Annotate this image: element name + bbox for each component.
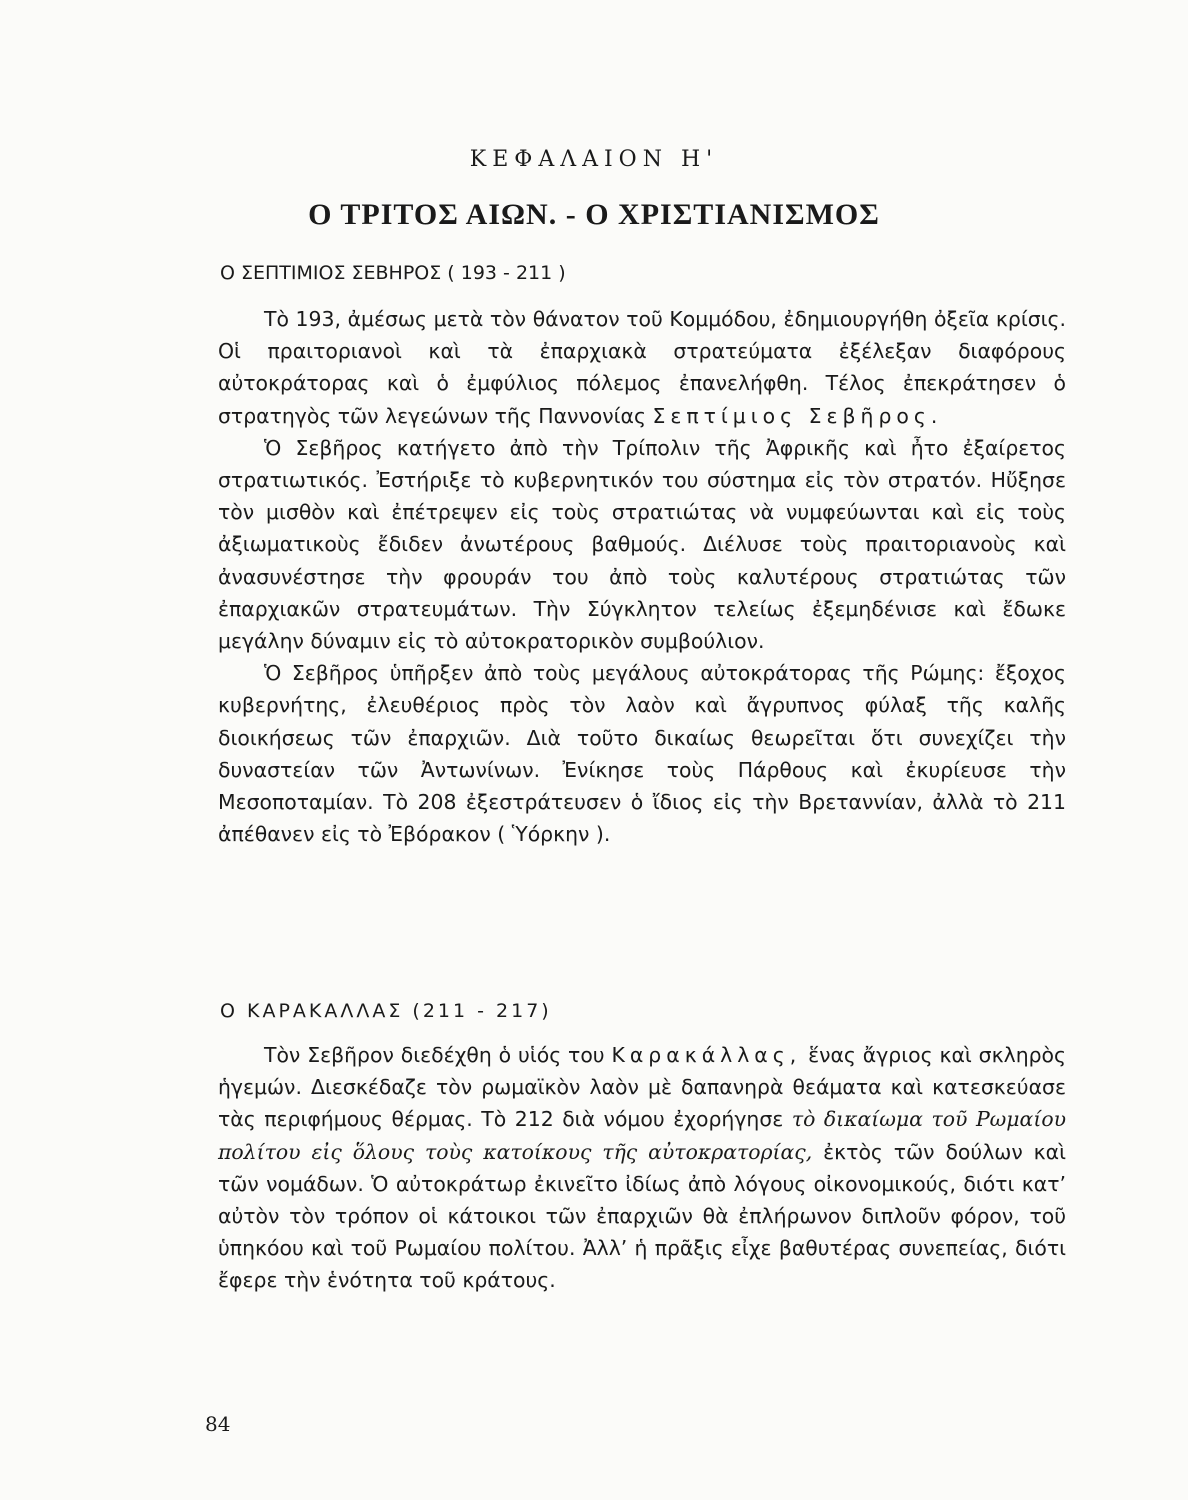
section-body-caracalla [218,1039,1066,1297]
paragraph: Ὁ Σεβῆρος κατήγετο ἀπὸ τὴν Τρίπολιν τῆς Ἀφρικῆς καὶ ἦτο ἐξαίρετος στρατιωτικός. Ἐστήριξε τὸ κυβερνητικόν του σύστημα εἰς τὸν στρατόν. Ηὔξησε τὸν μισθὸν καὶ ἐπέτρεψεν εἰς τοὺς στρατιώτας νὰ νυμφεύωνται καὶ εἰς τοὺς ἀξιωματικοὺς ἔδιδεν ἀνωτέρους βαθμούς. Διέλυσε τοὺς πραιτοριανοὺς καὶ ἀνασυνέστησε τὴν φρουράν του ἀπὸ τοὺς καλυτέρους στρατιώτας τῶν ἐπαρχιακῶν στρατευμάτων. Τὴν Σύγκλητον τελείως ἐξεμηδένισε καὶ ἔδωκε μεγάλην δύναμιν εἰς τὸ αὐτοκρατορικὸν συμβούλιον. [218,435,1066,654]
italic-phrase: τὸ δικαίωμα τοῦ Ρωμαίου πολίτου εἰς ὅλους τοὺς κατοίκους τῆς αὐτοκρατορίας, [218,1107,1066,1164]
section-heading-severus: Ο ΣΕΠΤΙΜΙΟΣ ΣΕΒΗΡΟΣ ( 193 - 211 ) [220,262,566,284]
section-body-severus [218,303,1066,850]
page-number: 84 [205,1412,231,1436]
paragraph: Ὁ Σεβῆρος ὑπῆρξεν ἀπὸ τοὺς μεγάλους αὐτοκράτορας τῆς Ρώμης: ἔξοχος κυβερνήτης, ἐλευθέριος πρὸς τὸν λαὸν καὶ ἄγρυπνος φύλαξ τῆς καλῆς διοικήσεως τῶν ἐπαρχιῶν. Διὰ τοῦτο δικαίως θεωρεῖται ὅτι συνεχίζει τὴν δυναστείαν τῶν Ἀντωνίνων. Ἐνίκησε τοὺς Πάρθους καὶ ἐκυρίευσε τὴν Μεσοποταμίαν. Τὸ 208 ἐξεστράτευσεν ὁ ἴδιος εἰς τὴν Βρεταννίαν, ἀλλὰ τὸ 211 ἀπέθανεν εἰς τὸ Ἐβόρακον ( Ὑόρκην ). [218,661,1066,847]
emphasized-name: Σεπτίμιος Σεβῆρος. [652,403,943,428]
emphasized-name: Καρακάλλας, [611,1043,802,1067]
paragraph-text: ἐκτὸς τῶν δούλων καὶ τῶν νομάδων. Ὁ αὐτοκράτωρ ἐκινεῖτο ἰδίως ἀπὸ λόγους οἰκονομικούς, διότι κατ’ αὐτὸν τὸν τρόπον οἱ κάτοικοι τῶν ἐπαρχιῶν θὰ ἐπλήρωνον διπλοῦν φόρον, τοῦ ὑπηκόου καὶ τοῦ Ρωμαίου πολίτου. Ἀλλ’ ἡ πρᾶξις εἶχε βαθυτέρας συνεπείας, διότι ἔφερε τὴν ἑνότητα τοῦ κράτους. [218,1139,1067,1293]
paragraph-text: Τὸ 193, ἀμέσως μετὰ τὸν θάνατον τοῦ Κομμόδου, ἐδημιουργήθη ὀξεῖα κρίσις. Οἱ πραιτοριανοὶ καὶ τὰ ἐπαρχιακὰ στρατεύματα ἐξέλεξαν διαφόρους αὐτοκράτορας καὶ ὁ ἐμφύλιος πόλεμος ἐπανελήφθη. Τέλος ἐπεκράτησεν ὁ στρατηγὸς τῶν λεγεώνων τῆς Παννονίας [218,307,1066,428]
chapter-label: ΚΕΦΑΛΑΙΟΝ Η' [469,147,719,172]
chapter-title: Ο ΤΡΙΤΟΣ ΑΙΩΝ. - Ο ΧΡΙΣΤΙΑΝΙΣΜΟΣ [308,198,880,231]
section-heading-caracalla: Ο ΚΑΡΑΚΑΛΛΑΣ (211 - 217) [220,1000,552,1022]
paragraph-text: Τὸν Σεβῆρον διεδέχθη ὁ υἱός του [264,1043,605,1067]
paragraph-text: ἕνας ἄγριος καὶ σκληρὸς ἡγεμών. Διεσκέδαζε τὸν ρωμαϊκὸν λαὸν μὲ δαπανηρὰ θεάματα καὶ κατεσκεύασε τὰς περιφήμους θέρμας. Τὸ 212 διὰ νόμου ἐχορήγησε [218,1043,1067,1132]
paragraph [218,1039,1066,1297]
paragraph [218,303,1066,432]
